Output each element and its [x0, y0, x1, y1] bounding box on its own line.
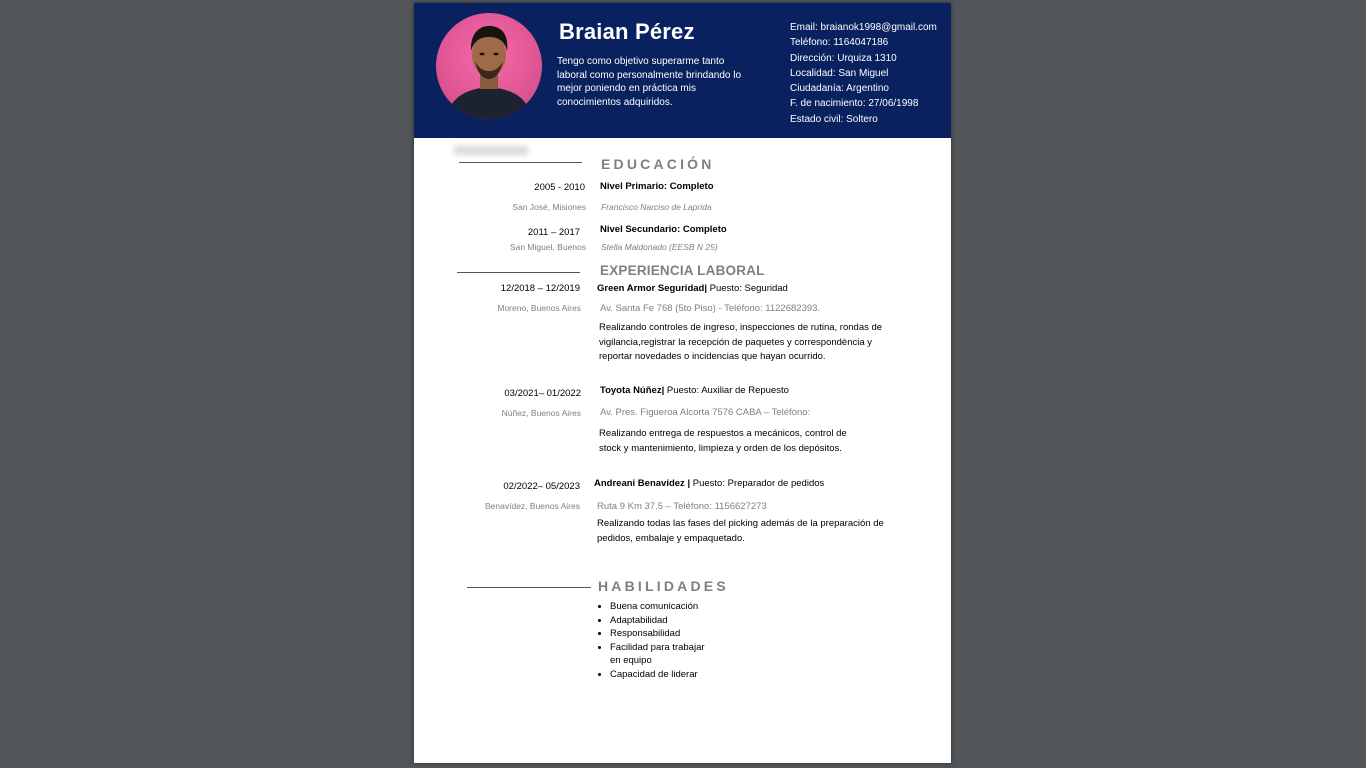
job-place: Núñez, Buenos Aires: [501, 408, 581, 418]
job-title: Green Armor Seguridad| Puesto: Seguridad: [597, 283, 788, 294]
education-date: 2005 - 2010: [534, 182, 585, 193]
contact-marital-status: Estado civil: Soltero: [790, 113, 878, 125]
skill-item: • Adaptabilidad: [610, 614, 730, 628]
education-place: San Miguel, Buenos: [509, 242, 586, 252]
education-level: Nivel Primario: Completo: [600, 181, 714, 192]
objective-text: Tengo como objetivo superarme tanto laboral como personalmente brindando lo mejor poniendo en práctica mis conocimientos adquiridos.: [557, 56, 742, 108]
section-divider: [457, 272, 580, 273]
section-divider: [459, 162, 582, 163]
job-place: Benavídez, Buenos Aires: [485, 501, 580, 511]
education-date: 2011 – 2017: [527, 227, 580, 238]
education-level: Nivel Secundario: Completo: [600, 224, 727, 235]
header-banner: [414, 3, 951, 138]
skill-item: • Buena comunicación: [610, 600, 730, 614]
skill-item: • Responsabilidad: [610, 627, 730, 641]
contact-email: Email: braianok1998@gmail.com: [790, 22, 937, 33]
education-school: Francisco Narciso de Laprida: [601, 202, 712, 212]
job-place: Moreno, Buenos Aires: [497, 303, 581, 313]
job-description: Realizando entrega de respuestos a mecánicos, control de stock y mantenimiento, limpieza y orden de los depósitos.: [599, 428, 847, 454]
contact-phone: Teléfono: 1164047186: [790, 37, 889, 49]
candidate-name: Braian Pérez: [559, 19, 695, 44]
contact-locality: Localidad: San Miguel: [790, 67, 889, 79]
contact-birthdate: F. de nacimiento: 27/06/1998: [790, 98, 919, 110]
contact-address: Dirección: Urquiza 1310: [790, 52, 897, 64]
blurred-mark: [454, 146, 528, 155]
resume-page: [414, 3, 951, 763]
profile-photo: [436, 13, 542, 119]
job-address: Ruta 9 Km 37.5 – Teléfono: 1156627273: [597, 501, 767, 512]
contact-info: [790, 20, 937, 127]
section-divider: [467, 587, 591, 588]
job-description: Realizando todas las fases del picking además de la preparación de pedidos, embalaje y empaquetado.: [597, 518, 884, 544]
job-description: Realizando controles de ingreso, inspecciones de rutina, rondas de vigilancia,registrar la recepción de paquetes y correspondència y reportar novedades o incidencias que hayan ocurrido.: [599, 322, 883, 362]
education-place: San José, Misiones: [512, 202, 586, 212]
job-date: 02/2022– 05/2023: [503, 481, 580, 492]
person-icon: [436, 13, 542, 119]
skill-item: • Capacidad de liderar: [610, 668, 730, 682]
job-address: Av. Pres. Figueroa Alcorta 7576 CABA – Teléfono:: [600, 407, 811, 418]
job-date: 12/2018 – 12/2019: [500, 283, 580, 294]
education-school: Stella Maldonado (EESB N 25): [601, 242, 718, 252]
skills-list: [593, 600, 730, 682]
job-date: 03/2021– 01/2022: [504, 388, 581, 399]
skills-title: HABILIDADES: [598, 578, 729, 594]
job-title: Toyota Núñez| Puesto: Auxiliar de Repuesto: [600, 385, 789, 396]
job-title: Andreani Benavidez | Puesto: Preparador de pedidos: [594, 478, 825, 489]
job-address: Av. Santa Fe 768 (5to Piso) - Teléfono: 1122682393.: [600, 303, 821, 314]
contact-citizenship: Ciudadanía: Argentino: [790, 83, 889, 95]
skill-item: • Facilidad para trabajar en equipo: [610, 641, 715, 668]
experience-title: EXPERIENCIA LABORAL: [600, 263, 765, 278]
education-title: EDUCACIÓN: [601, 156, 715, 172]
